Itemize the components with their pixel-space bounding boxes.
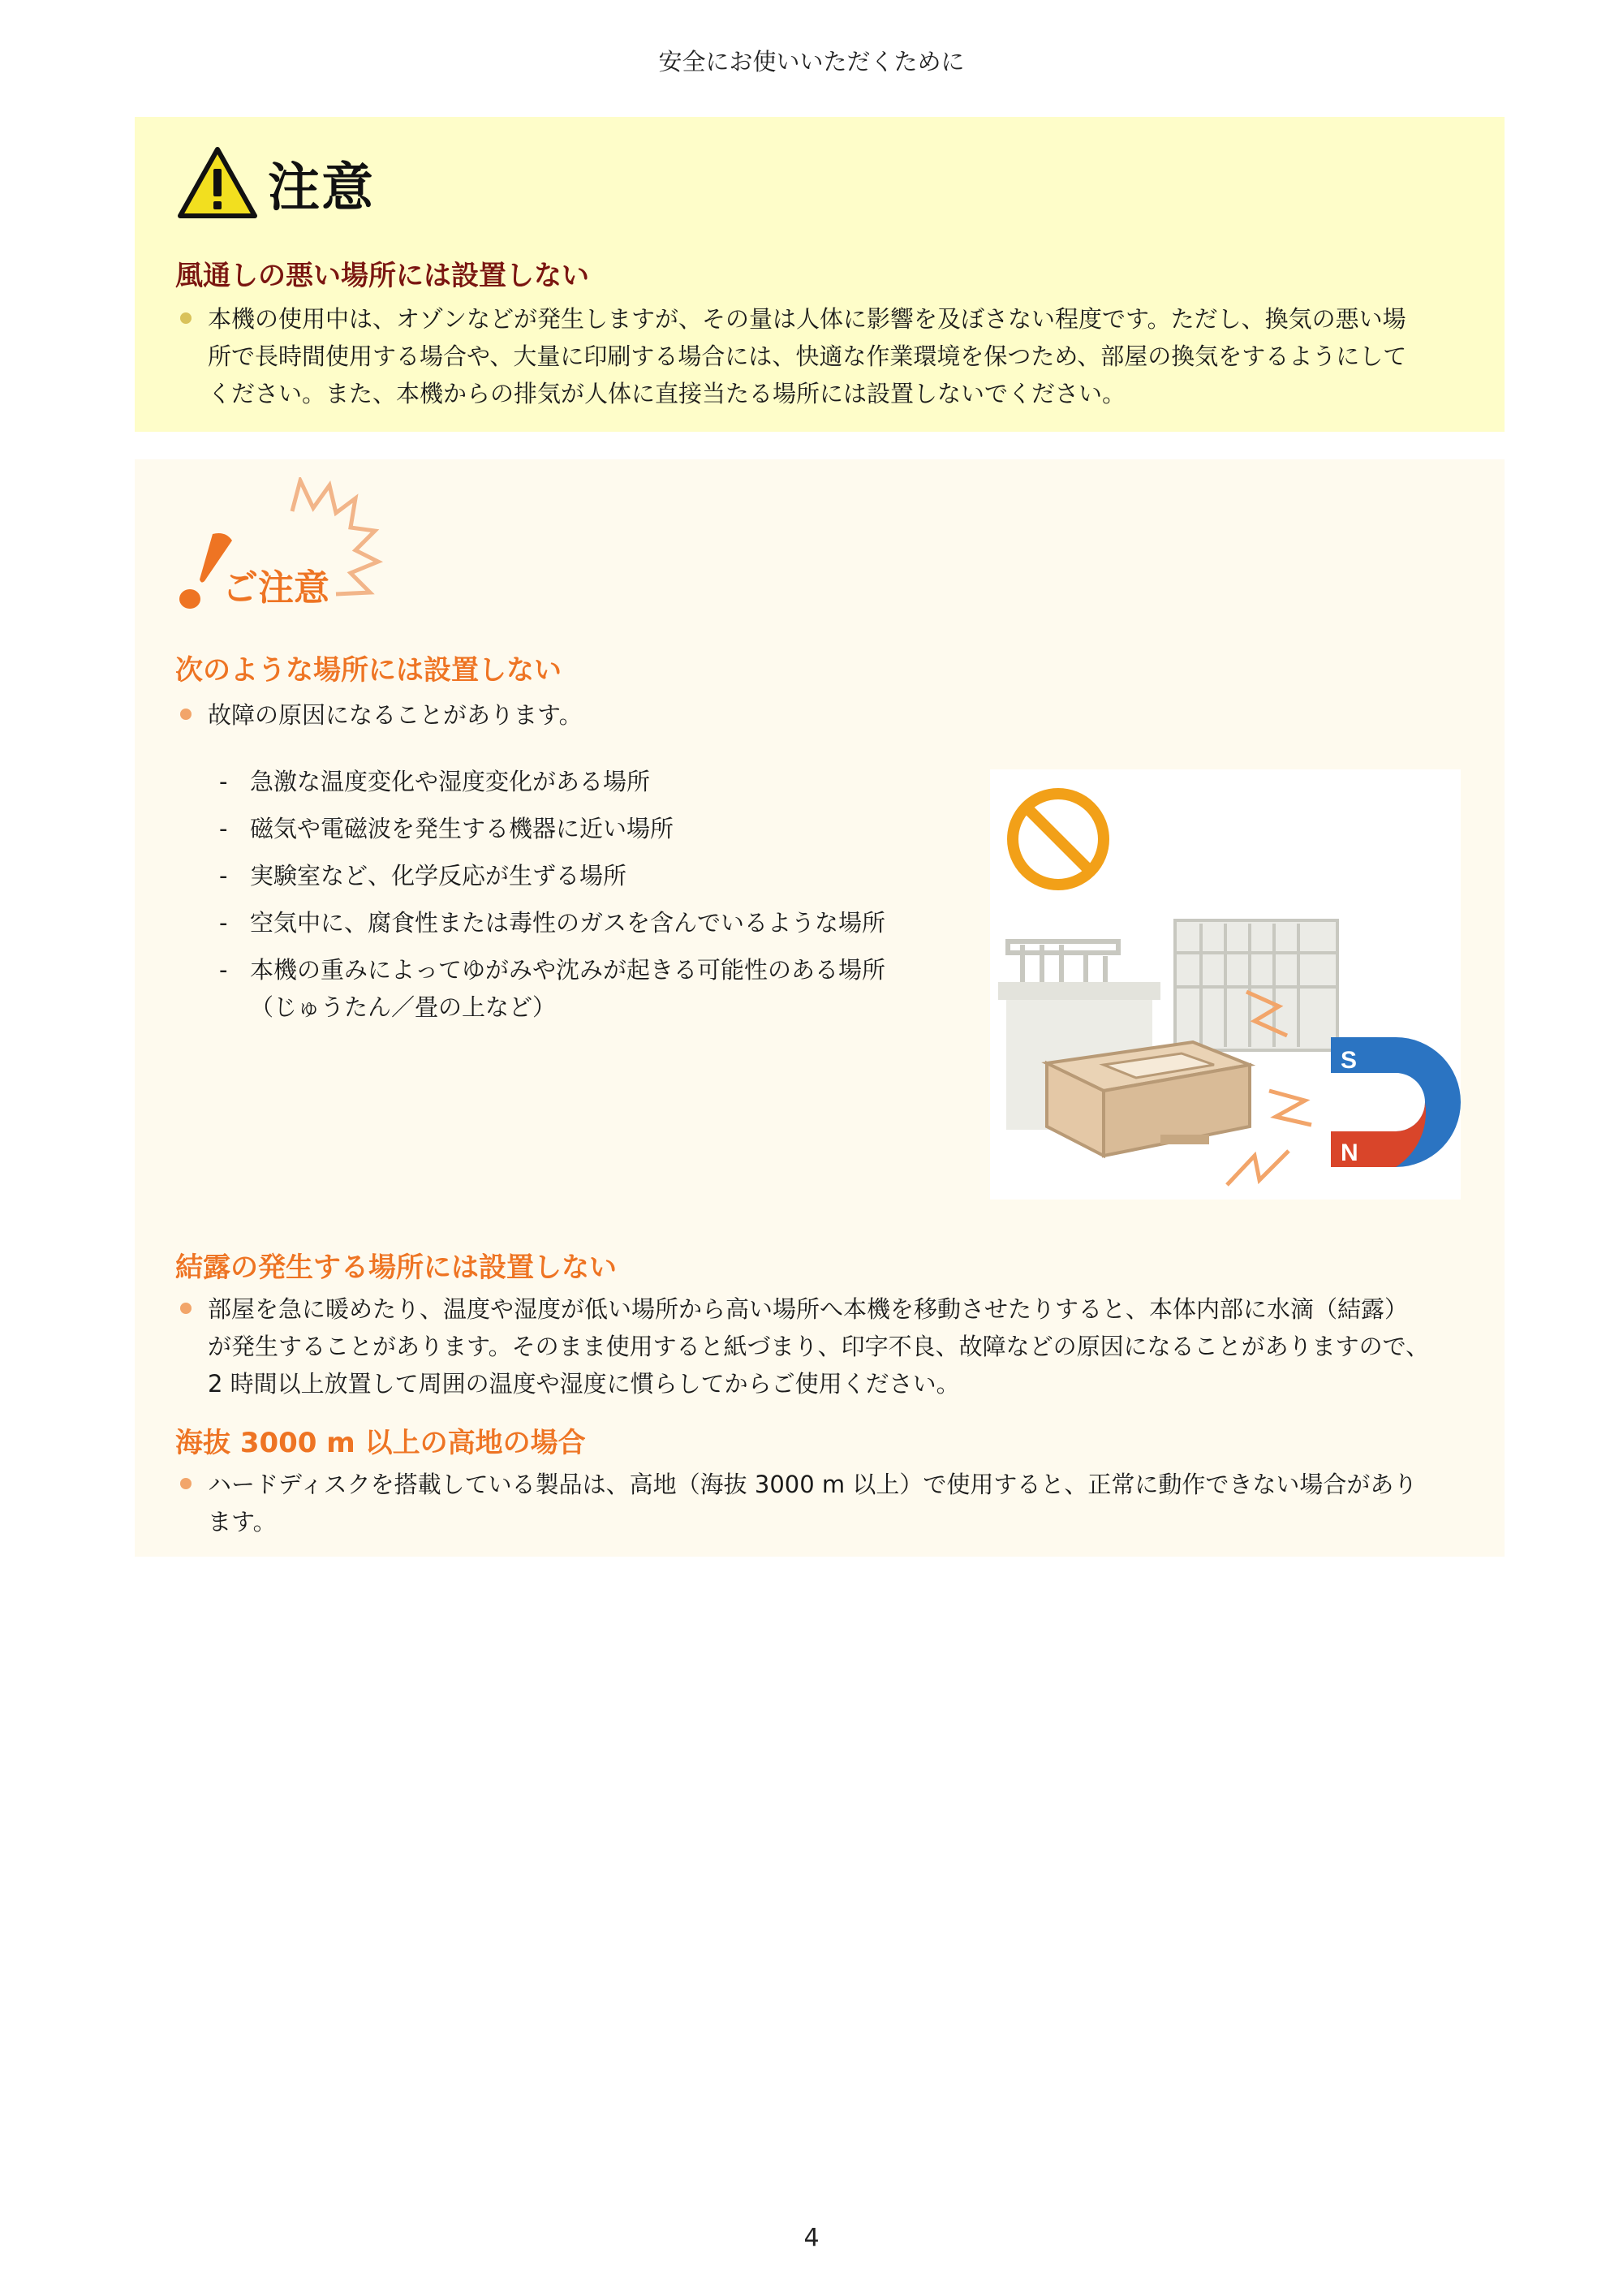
- bullet-icon: [180, 1303, 192, 1314]
- text-line: ます。: [208, 1508, 277, 1536]
- caution-title: 注意: [268, 158, 375, 218]
- notice-section3-bullet: [175, 1466, 1506, 1540]
- notice-section2-bullet: [175, 1290, 1506, 1402]
- warning-triangle-icon: [177, 146, 258, 221]
- magnet-s-label: S: [1341, 1047, 1358, 1074]
- notice-section2-title: 結露の発生する場所には設置しない: [175, 1251, 617, 1284]
- notice-title: ご注意: [222, 567, 329, 609]
- caution-box: [135, 117, 1505, 432]
- unsuitable-places-list: [219, 763, 1031, 1036]
- notice-section1-bullet: [175, 696, 1506, 734]
- list-item: - 実験室など、化学反応が生ずる場所: [219, 862, 627, 890]
- list-item: - 空気中に、腐食性または毒性のガスを含んでいるような場所: [219, 909, 886, 937]
- text-line: が発生することがあります。そのまま使用すると紙づまり、印字不良、故障などの原因になることがありますので、: [208, 1333, 1430, 1360]
- list-item: - 本機の重みによってゆがみや沈みが起きる可能性のある場所 （じゅうたん／畳の上など）: [219, 956, 886, 1021]
- text-line: 部屋を急に暖めたり、温度や湿度が低い場所から高い場所へ本機を移動させたりすると、本体内部に水滴（結露）: [208, 1295, 1409, 1323]
- running-header: 安全にお使いいただくために: [658, 48, 965, 75]
- bullet-icon: [180, 1478, 192, 1489]
- text-line: ハードディスクを搭載している製品は、高地（海抜 3000 m 以上）で使用すると、正常に動作できない場合があり: [208, 1471, 1418, 1498]
- notice-section1-title: 次のような場所には設置しない: [175, 654, 562, 687]
- bullet-icon: [180, 709, 192, 720]
- text-line: 故障の原因になることがあります。: [208, 701, 583, 729]
- notice-section3-title: 海抜 3000 m 以上の高地の場合: [175, 1427, 586, 1459]
- page-number: 4: [803, 2224, 820, 2252]
- text-line: 本機の使用中は、オゾンなどが発生しますが、その量は人体に影響を及ぼさない程度です。ただし、換気の悪い場: [208, 305, 1406, 333]
- caution-bullet: [175, 300, 1506, 412]
- list-item: - 磁気や電磁波を発生する機器に近い場所: [219, 815, 674, 842]
- bullet-icon: [180, 312, 192, 324]
- magnet-n-label: N: [1341, 1139, 1358, 1166]
- text-line: ください。また、本機からの排気が人体に直接当たる場所には設置しないでください。: [208, 380, 1126, 407]
- notice-box: [135, 459, 1505, 1557]
- caution-heading: [177, 144, 375, 222]
- text-line: 所で長時間使用する場合や、大量に印刷する場合には、快適な作業環境を保つため、部屋の換気をするようにして: [208, 342, 1407, 370]
- text-line: 2 時間以上放置して周囲の温度や湿度に慣らしてからご使用ください。: [208, 1370, 960, 1398]
- list-item: - 急激な温度変化や湿度変化がある場所: [219, 768, 651, 795]
- installation-hazard-illustration: [990, 769, 1461, 1200]
- caution-section-title: 風通しの悪い場所には設置しない: [175, 260, 589, 292]
